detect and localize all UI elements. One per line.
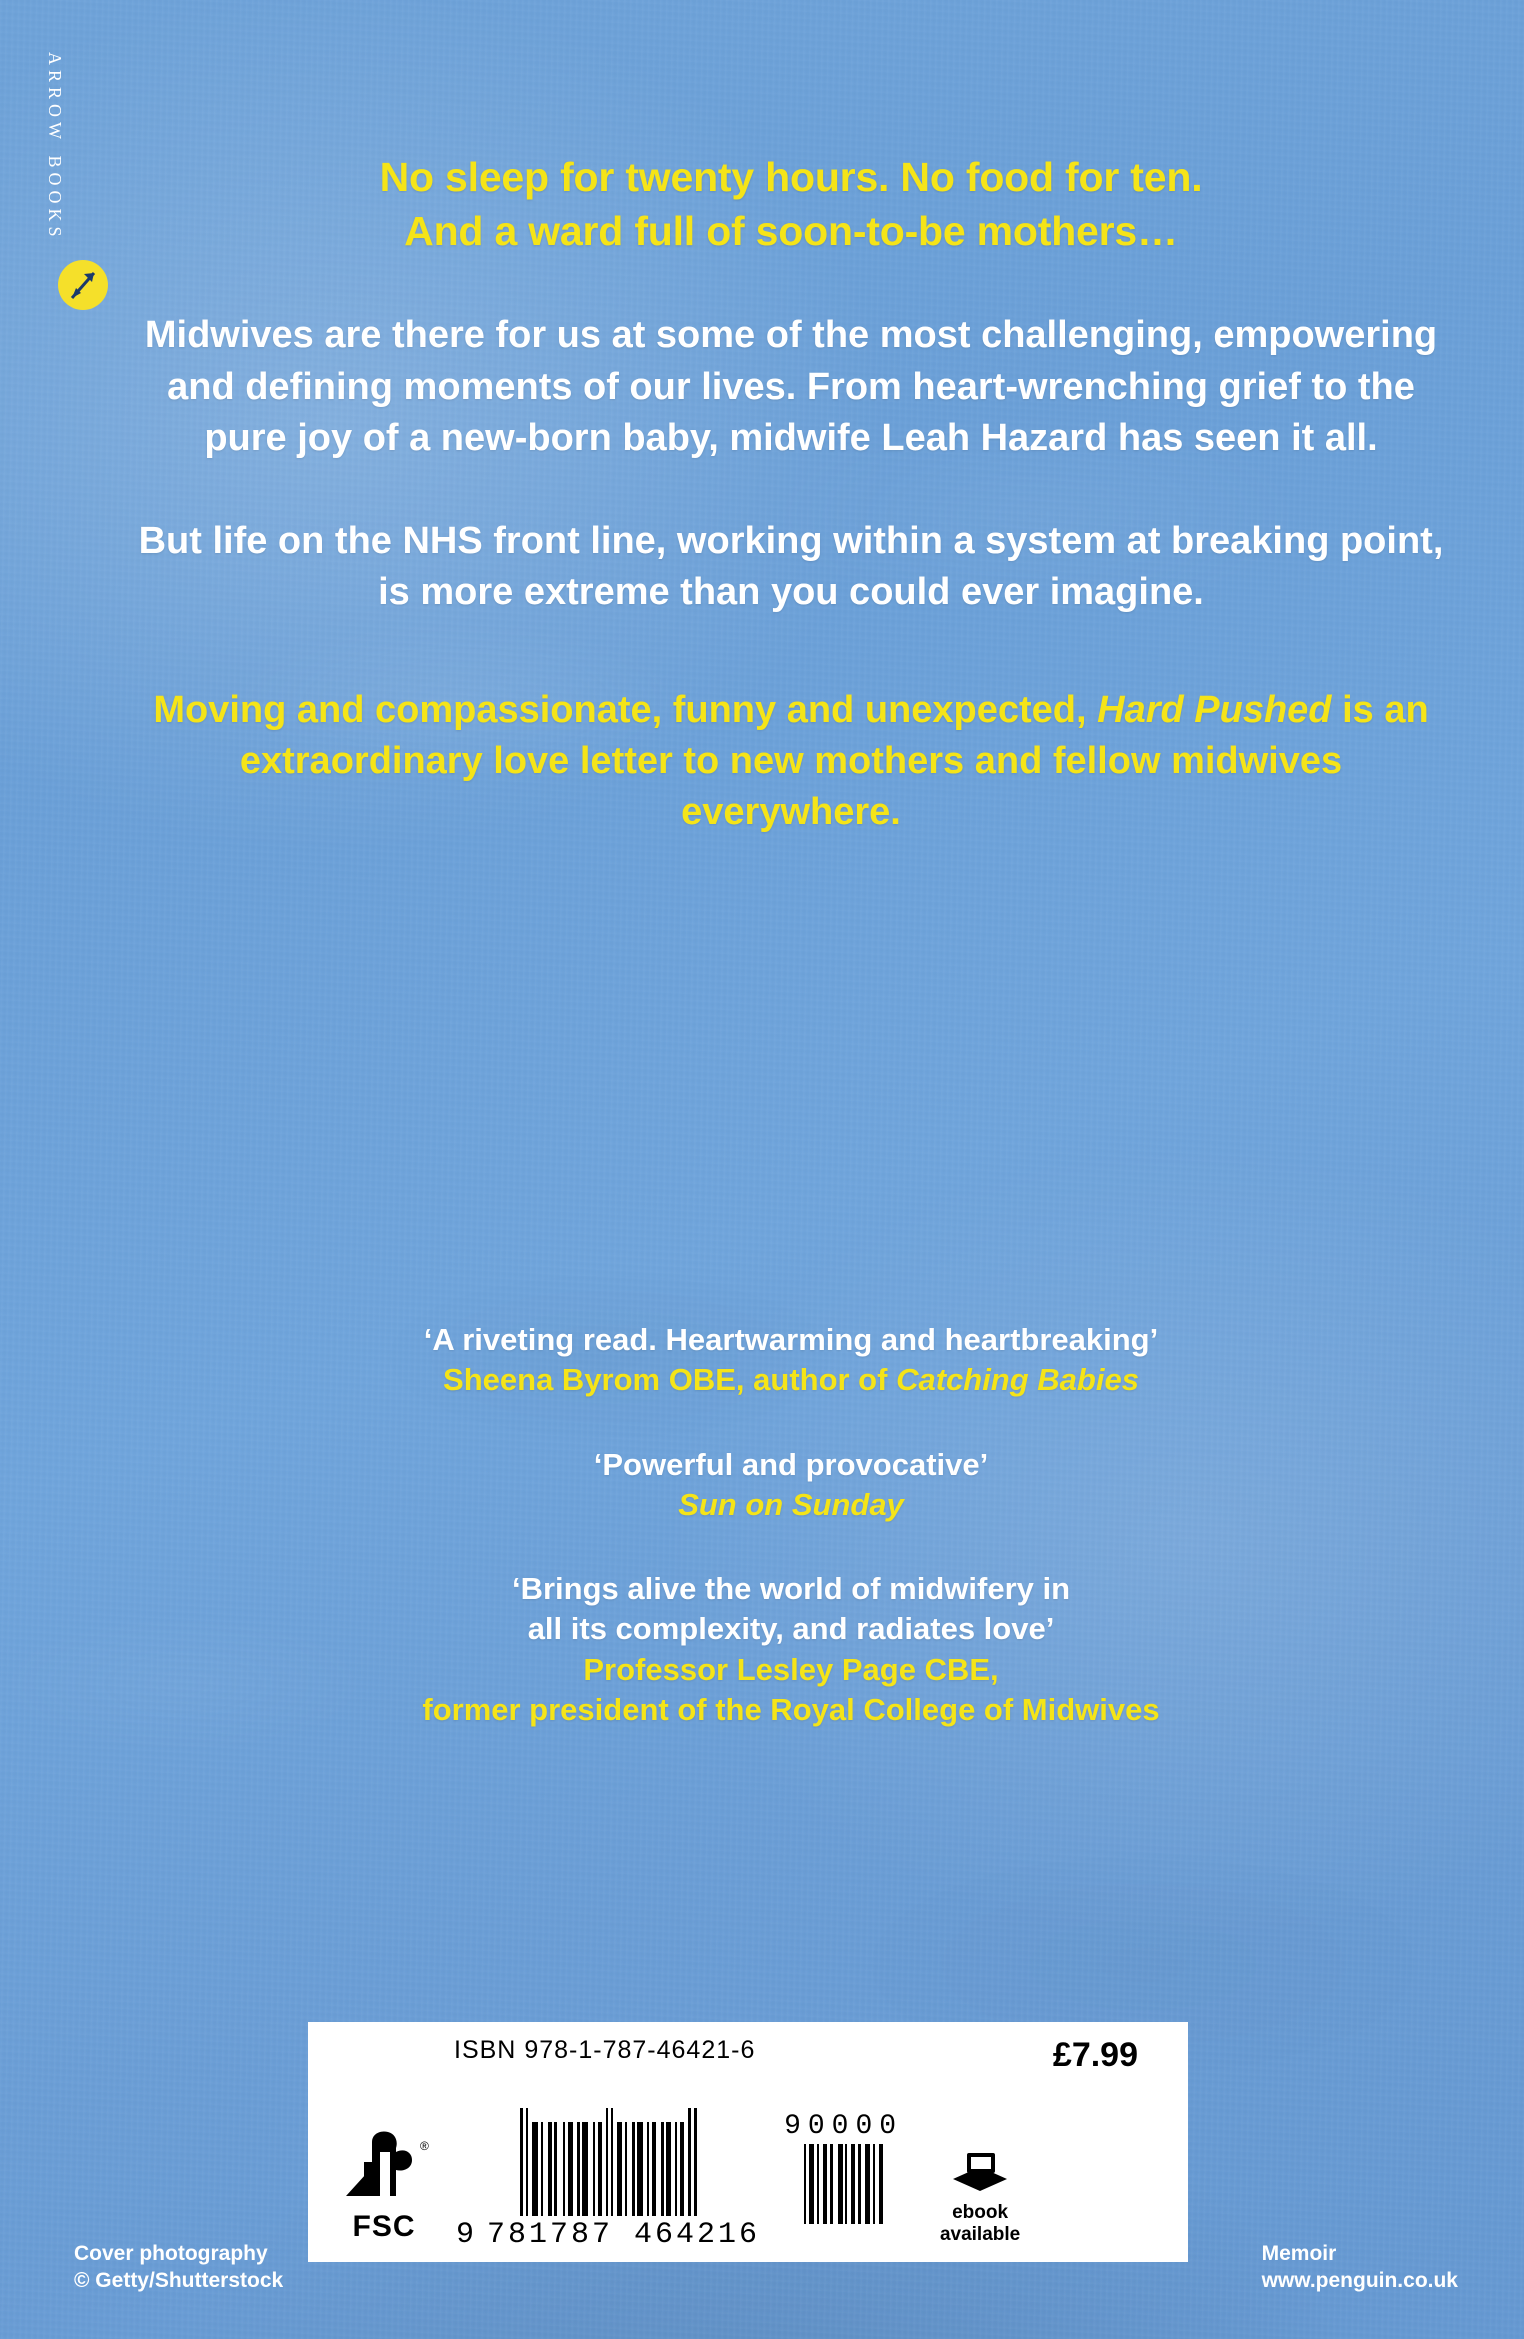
- barcode-panel-top-row: [326, 2032, 1170, 2075]
- ean-lead-digit: 9: [456, 2218, 478, 2252]
- svg-text:®: ®: [420, 2139, 429, 2153]
- cover-photography-line-1: Cover photography: [74, 2242, 268, 2266]
- blurb-paragraph-3: [130, 685, 1452, 839]
- ean-digits: [456, 2218, 760, 2252]
- category-label: Memoir: [1261, 2242, 1337, 2266]
- book-title-mention: Hard Pushed: [1097, 688, 1332, 731]
- quote-3-attribution-line-1: Professor Lesley Page CBE,: [583, 1651, 999, 1687]
- ean-main-digits: 781787 464216: [487, 2218, 761, 2252]
- arrow-roundel-icon: [58, 260, 108, 310]
- ean-barcode: [456, 2108, 760, 2252]
- review-quotes: [130, 1320, 1452, 1774]
- category-and-website: [1262, 2241, 1458, 2295]
- fsc-label: FSC: [352, 2210, 416, 2243]
- barcode-panel: [308, 2022, 1188, 2262]
- blurb-paragraph-3-part2: is an extraordinary love letter to new mothers and fellow midwives everywhere.: [239, 688, 1429, 834]
- ean-bars: [520, 2108, 697, 2216]
- quote-3: [130, 1569, 1452, 1730]
- quote-1-attribution-name: Sheena Byrom OBE, author of: [443, 1362, 897, 1398]
- headline: [130, 150, 1452, 258]
- publisher-website: www.penguin.co.uk: [1261, 2269, 1458, 2293]
- headline-line-1: No sleep for twenty hours. No food for ten.: [379, 154, 1203, 200]
- ebook-text-line-2: available: [939, 2224, 1021, 2246]
- ebook-icon: [947, 2145, 1013, 2199]
- addon-digits: 90000: [784, 2111, 904, 2142]
- isbn-text: [454, 2036, 755, 2065]
- blurb-paragraph-2: But life on the NHS front line, working within a system at breaking point, is more extreme than you could ever imagine.: [138, 520, 1444, 614]
- cover-photography-credit: [74, 2241, 283, 2295]
- fsc-tree-icon: [336, 2122, 432, 2208]
- quote-1-attribution-title: Catching Babies: [896, 1362, 1139, 1398]
- blurb-paragraph-3-part1: Moving and compassionate, funny and unexpected,: [153, 688, 1098, 731]
- publisher-column: [44, 52, 128, 310]
- quote-3-attribution-line-2: former president of the Royal College of Midwives: [422, 1692, 1160, 1728]
- quote-1-attribution: [130, 1360, 1452, 1400]
- price: £7.99: [1052, 2036, 1138, 2074]
- barcode-panel-main-row: [326, 2075, 1170, 2254]
- isbn-label: ISBN: [454, 2036, 517, 2064]
- quote-1-text: ‘A riveting read. Heartwarming and heartbreaking’: [423, 1322, 1159, 1357]
- quote-3-text-line-2: all its complexity, and radiates love’: [527, 1611, 1055, 1647]
- headline-line-2: And a ward full of soon-to-be mothers…: [404, 208, 1178, 255]
- cover-photography-line-2: © Getty/Shutterstock: [74, 2269, 284, 2293]
- quote-2: [130, 1445, 1452, 1526]
- ean-addon-barcode: [784, 2111, 903, 2252]
- ebook-text-line-1: ebook: [952, 2202, 1009, 2224]
- publisher-name: arrow books: [43, 52, 72, 242]
- blurb-paragraph-1: Midwives are there for us at some of the most challenging, empowering and defining moments of our lives. From heart-wrenching grief to the pure joy of a new-born baby, midwife Leah Hazard has seen it all.: [144, 314, 1438, 459]
- ebook-text: [940, 2202, 1020, 2246]
- ebook-available-badge: [917, 2145, 1043, 2252]
- quote-2-attribution: Sun on Sunday: [678, 1486, 904, 1522]
- isbn-number: 978-1-787-46421-6: [524, 2036, 756, 2064]
- quote-2-text: ‘Powerful and provocative’: [593, 1446, 989, 1482]
- addon-bars: [804, 2144, 883, 2224]
- quote-1: [130, 1320, 1452, 1401]
- fsc-logo: [326, 2122, 442, 2252]
- blurb-block: [130, 150, 1452, 839]
- quote-3-text-line-1: ‘Brings alive the world of midwifery in: [511, 1571, 1071, 1607]
